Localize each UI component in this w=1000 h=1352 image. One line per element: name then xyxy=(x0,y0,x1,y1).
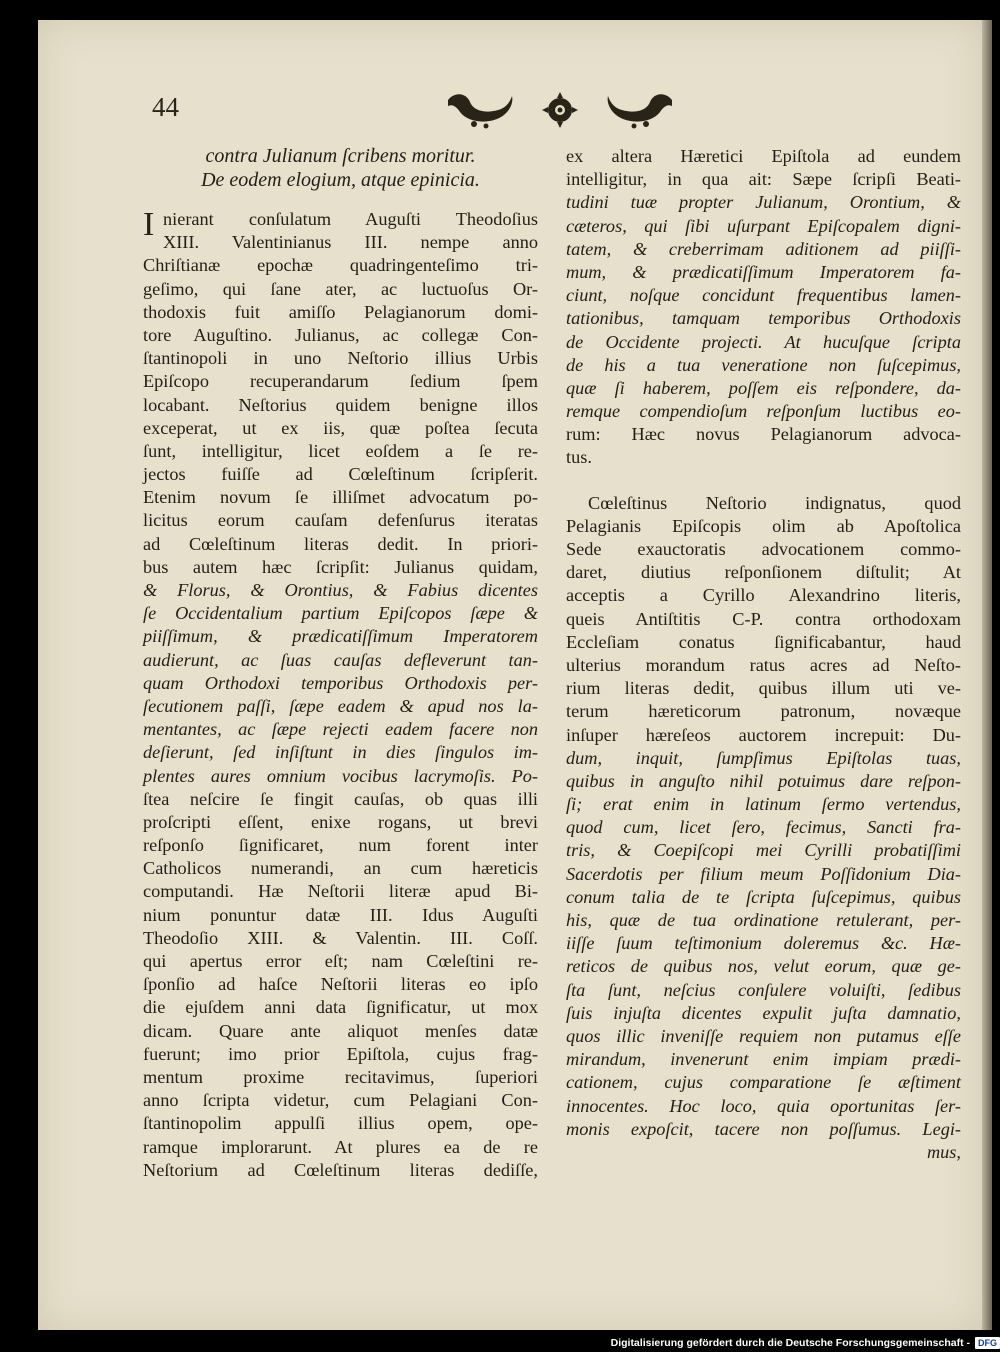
footer-bar xyxy=(600,1334,1000,1352)
text-line: acceptis a Cyrillo Alexandrino literis, xyxy=(566,585,961,606)
text-line: Eccleſiam conatus ſignificabantur, haud xyxy=(566,631,961,652)
text-line: locabant. Neſtorius quidem benigne illos xyxy=(143,394,538,415)
text-line: intelligitur, in qua ait: Sæpe ſcripſi Beati- xyxy=(566,169,961,190)
text-line: exceperat, ut ex iis, quæ poſtea ſecuta xyxy=(143,417,538,438)
text-line: iiſſe ſuum teſtimonium doleremus &c. Hæ- xyxy=(566,933,961,954)
text-line: conum talia de te ſcripta ſuſcepimus, quibus xyxy=(566,886,961,907)
text-line: anno ſcripta videtur, cum Pelagiani Con- xyxy=(143,1090,538,1111)
text-line: innocentes. Hoc loco, quia oportunitas ſer- xyxy=(566,1095,961,1116)
text-line: Sacerdotis per filium meum Poſſidonium Dia- xyxy=(566,863,961,884)
text-line: quos illic inveniſſe requiem non putamus eſſe xyxy=(566,1025,961,1046)
text-line: computandi. Hæ Neſtorii literæ apud Bi- xyxy=(143,881,538,902)
text-line: die ejuſdem anni data ſignificatur, ut mox xyxy=(143,997,538,1018)
text-line: Chriſtianæ epochæ quadringenteſimo tri- xyxy=(143,255,538,276)
text-line: ſi; erat enim in latinum ſermo vertendus, xyxy=(566,794,961,815)
text-line: tris, & Coepiſcopi mei Cyrilli probatiſſimi xyxy=(566,840,961,861)
text-line: cationem, cujus comparatione ſe æſtiment xyxy=(566,1072,961,1093)
right-column xyxy=(566,145,961,1164)
text-line: thodoxis fuit amiſſo Pelagianorum domi- xyxy=(143,301,538,322)
text-line: nium ponuntur datæ III. Idus Auguſti xyxy=(143,904,538,925)
text-line: de Occidente projecti. At hucuſque ſcripta xyxy=(566,331,961,352)
text-line: queis Antiſtitis C-P. contra orthodoxam xyxy=(566,608,961,629)
catchword: mus, xyxy=(926,1141,961,1162)
text-line: Pelagianis Epiſcopis olim ab Apoſtolica xyxy=(566,515,961,536)
text-line: qui apertus error eſt; nam Cœleſtini re- xyxy=(143,951,538,971)
text-line: ramque implorarunt. At plures ea de re xyxy=(143,1136,538,1157)
text-line: deſierunt, ſed inſiſtunt in dies ſingulos im- xyxy=(143,742,538,763)
text-line: daret, diutius reſponſionem diſtulit; At xyxy=(566,562,961,583)
text-line: geſimo, qui ſane ater, ac luctuoſus Or- xyxy=(143,278,538,299)
text-line: Theodoſio XIII. & Valentin. III. Coſſ. xyxy=(143,927,538,948)
text-line: quæ ſi haberem, poſſem eis reſpondere, da- xyxy=(566,377,961,398)
text-line: his, quæ de tua ordinatione retulerant, per- xyxy=(566,910,961,930)
text-line: ciunt, noſque concidunt frequentibus lamen- xyxy=(566,285,961,306)
text-line: Catholicos numerandi, an cum hæreticis xyxy=(143,858,538,879)
section-heading xyxy=(143,144,538,192)
text-line: ſtea neſcire ſe fingit cauſas, ob quas illi xyxy=(143,788,538,809)
text-line: tus. xyxy=(566,447,592,468)
text-line: quibus in anguſto nihil potuimus dare reſpon- xyxy=(566,770,961,791)
text-line: ſunt, intelligitur, licet eoſdem a ſe re- xyxy=(143,440,538,461)
text-line: audierunt, ac ſuas cauſas defleverunt tan- xyxy=(143,649,538,670)
text-line: ſuis injuſta dicentes expulit juſta damnatio, xyxy=(566,1002,961,1023)
text-line: ulterius morandum ratus acres ad Neſto- xyxy=(566,654,961,675)
text-line: ſtantinopoli in uno Neſtorio illius Urbis xyxy=(143,348,538,369)
text-line: piiſſimum, & prædicatiſſimum Imperatorem xyxy=(143,626,538,647)
text-line: ad Cœleſtinum literas dedit. In priori- xyxy=(143,533,538,554)
text-line: XIII. Valentinianus III. nempe anno xyxy=(163,232,538,253)
text-line: reſponſo ſignificaret, num forent inter xyxy=(143,835,538,856)
text-line: monis expoſcit, tacere non poſſumus. Legi- xyxy=(566,1118,961,1139)
text-line: ſecutionem paſſi, ſæpe eadem & apud nos la- xyxy=(143,695,538,716)
text-line: ſponſio ad haſce Neſtorii literas eo ipſo xyxy=(143,974,538,995)
text-line: rium literas dedit, quibus illum uti ve- xyxy=(566,678,961,699)
paragraph xyxy=(566,492,961,1164)
text-line: inſuper hæreſeos auctorem increpuit: Du- xyxy=(566,724,961,745)
text-line: de his a tua veneratione non ſuſcepimus, xyxy=(566,354,961,375)
heading-line: De eodem elogium, atque epinicia. xyxy=(201,169,480,191)
text-line: mentum proxime recitavimus, ſuperiori xyxy=(143,1066,538,1087)
text-line: tatem, & creberrimam aditionem ad piiſſi- xyxy=(566,238,961,259)
text-line: ſe Occidentalium partium Epiſcopos ſæpe & xyxy=(143,603,538,624)
footer-credit: Digitalisierung gefördert durch die Deutsche Forschungsgemeinschaft - xyxy=(610,1337,970,1349)
text-line: dum, inquit, ſumpſimus Epiſtolas tuas, xyxy=(566,747,961,768)
ornament-vignette-icon xyxy=(440,88,680,134)
drop-cap: I xyxy=(143,206,155,243)
text-line: licitus eorum cauſam defenſurus iteratas xyxy=(143,510,538,531)
text-line: rum: Hæc novus Pelagianorum advoca- xyxy=(566,424,961,445)
text-line: reticos de quibus nos, velut eorum, quæ ge- xyxy=(566,956,961,977)
page-number: 44 xyxy=(152,92,179,122)
text-line: fuerunt; imo prior Epiſtola, cujus frag- xyxy=(143,1043,538,1064)
text-line: & Florus, & Orontius, & Fabius dicentes xyxy=(143,580,538,600)
text-line: cæteros, qui ſibi uſurpant Epiſcopalem digni- xyxy=(566,215,961,236)
text-line: nierant conſulatum Auguſti Theodoſius xyxy=(163,209,538,229)
text-line: Cœleſtinus Neſtorio indignatus, quod xyxy=(588,492,961,513)
text-line: plentes aures omnium vocibus lacrymoſis. Po- xyxy=(143,765,538,786)
paragraph xyxy=(566,145,961,470)
text-line: ex altera Hæretici Epiſtola ad eundem xyxy=(566,146,961,166)
text-line: tationibus, tamquam temporibus Orthodoxis xyxy=(566,308,961,329)
text-line: dicam. Quare ante aliquot menſes datæ xyxy=(143,1020,538,1041)
text-line: terum hæreticorum patronum, novæque xyxy=(566,701,961,722)
text-line: proſcripti eſſent, enixe rogans, ut brevi xyxy=(143,811,538,832)
page-edge xyxy=(982,20,992,1330)
text-line: Sede exauctoratis advocationem commo- xyxy=(566,539,961,559)
left-column xyxy=(143,144,538,1182)
text-line: quam Orthodoxi temporibus Orthodoxis per- xyxy=(143,672,538,693)
text-line: bus autem hæc ſcripſit: Julianus quidam, xyxy=(143,556,538,577)
text-line: remque compendioſum reſponſum luctibus eo- xyxy=(566,401,961,422)
text-line: ſta ſunt, neſcius conſulere voluiſti, ſedibus xyxy=(566,979,961,1000)
text-line: Epiſcopo recuperandarum ſedium ſpem xyxy=(143,371,538,392)
dfg-logo-icon: DFG xyxy=(975,1337,1000,1349)
text-line: Etenim novum ſe illiſmet advocatum po- xyxy=(143,487,538,508)
text-line: tore Auguſtino. Julianus, ac collegæ Con- xyxy=(143,324,538,345)
heading-line: contra Julianum ſcribens moritur. xyxy=(205,145,476,167)
text-line: quod cum, licet ſero, fecimus, Sancti fra- xyxy=(566,817,961,838)
text-line: Neſtorium ad Cœleſtinum literas dediſſe, xyxy=(143,1159,538,1180)
text-line: mirandum, invenerunt enim impiam prædi- xyxy=(566,1049,961,1070)
text-line: tudini tuæ propter Julianum, Orontium, & xyxy=(566,192,961,213)
text-line: mum, & prædicatiſſimum Imperatorem fa- xyxy=(566,261,961,282)
paragraph xyxy=(143,208,538,1182)
text-line: jectos fuiſſe ad Cœleſtinum ſcripſerit. xyxy=(143,464,538,485)
text-line: ſtantinopolim appulſi illius opem, ope- xyxy=(143,1113,538,1134)
text-line: mentantes, ac ſæpe rejecti eadem facere non xyxy=(143,719,538,740)
